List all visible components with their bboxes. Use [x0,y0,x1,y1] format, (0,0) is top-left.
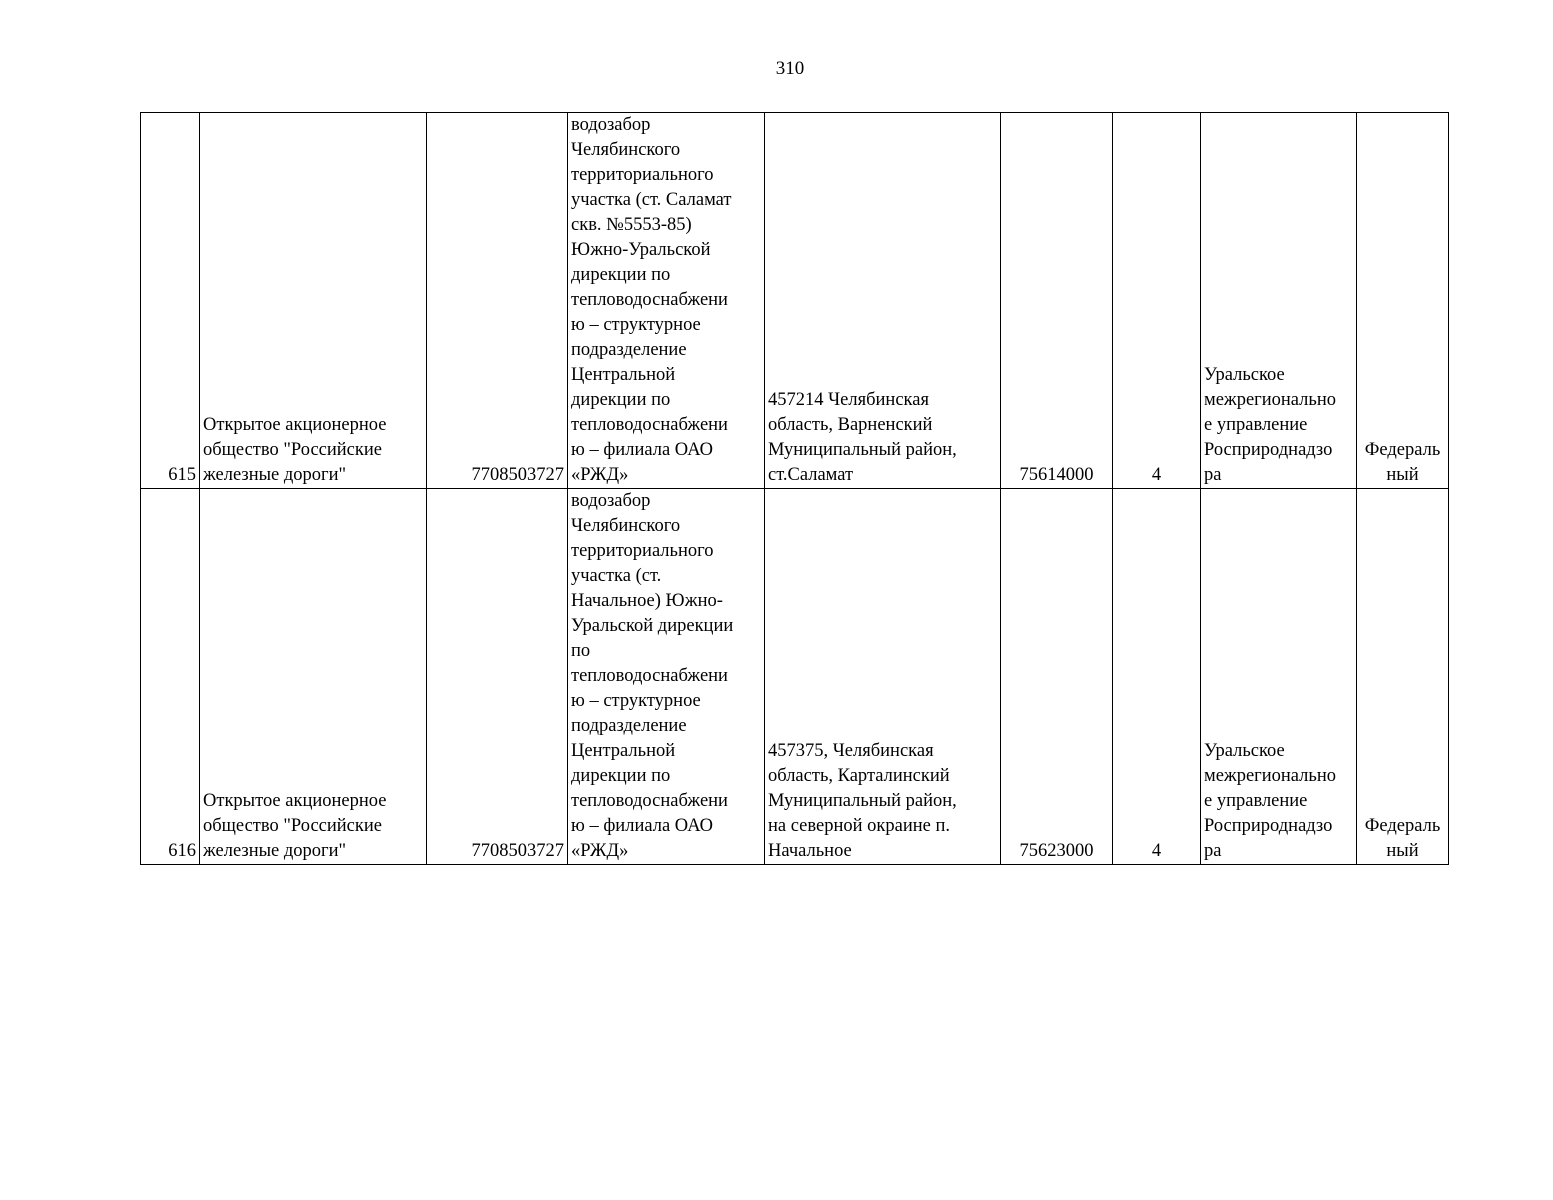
level-cell: Федераль ный [1357,489,1449,865]
inn-cell: 7708503727 [427,113,568,489]
table-row [141,489,1449,865]
category-cell: 4 [1113,489,1201,865]
authority-cell: Уральское межрегионально е управление Росприроднадзо ра [1201,113,1357,489]
address-cell: 457214 Челябинская область, Варненский Муниципальный район, ст.Саламат [765,113,1001,489]
table-row [141,113,1449,489]
row-index-cell: 615 [141,113,200,489]
oktmo-cell: 75623000 [1001,489,1113,865]
oktmo-cell: 75614000 [1001,113,1113,489]
row-index-cell: 616 [141,489,200,865]
object-cell: водозабор Челябинского территориального участка (ст. Начальное) Южно- Уральской дирекции по тепловодоснабжени ю – структурное подразделение Центральной дирекции по тепловодоснабжени ю – филиала ОАО «РЖД» [568,489,765,865]
organization-cell: Открытое акционерное общество "Российские железные дороги" [200,489,427,865]
level-cell: Федераль ный [1357,113,1449,489]
organization-cell: Открытое акционерное общество "Российские железные дороги" [200,113,427,489]
object-cell: водозабор Челябинского территориального участка (ст. Саламат скв. №5553-85) Южно-Уральской дирекции по тепловодоснабжени ю – структурное подразделение Центральной дирекции по тепловодоснабжени ю – филиала ОАО «РЖД» [568,113,765,489]
category-cell: 4 [1113,113,1201,489]
address-cell: 457375, Челябинская область, Карталинский Муниципальный район, на северной окраине п. Начальное [765,489,1001,865]
inn-cell: 7708503727 [427,489,568,865]
registry-table [140,112,1449,865]
authority-cell: Уральское межрегионально е управление Росприроднадзо ра [1201,489,1357,865]
page-number: 310 [775,58,805,79]
